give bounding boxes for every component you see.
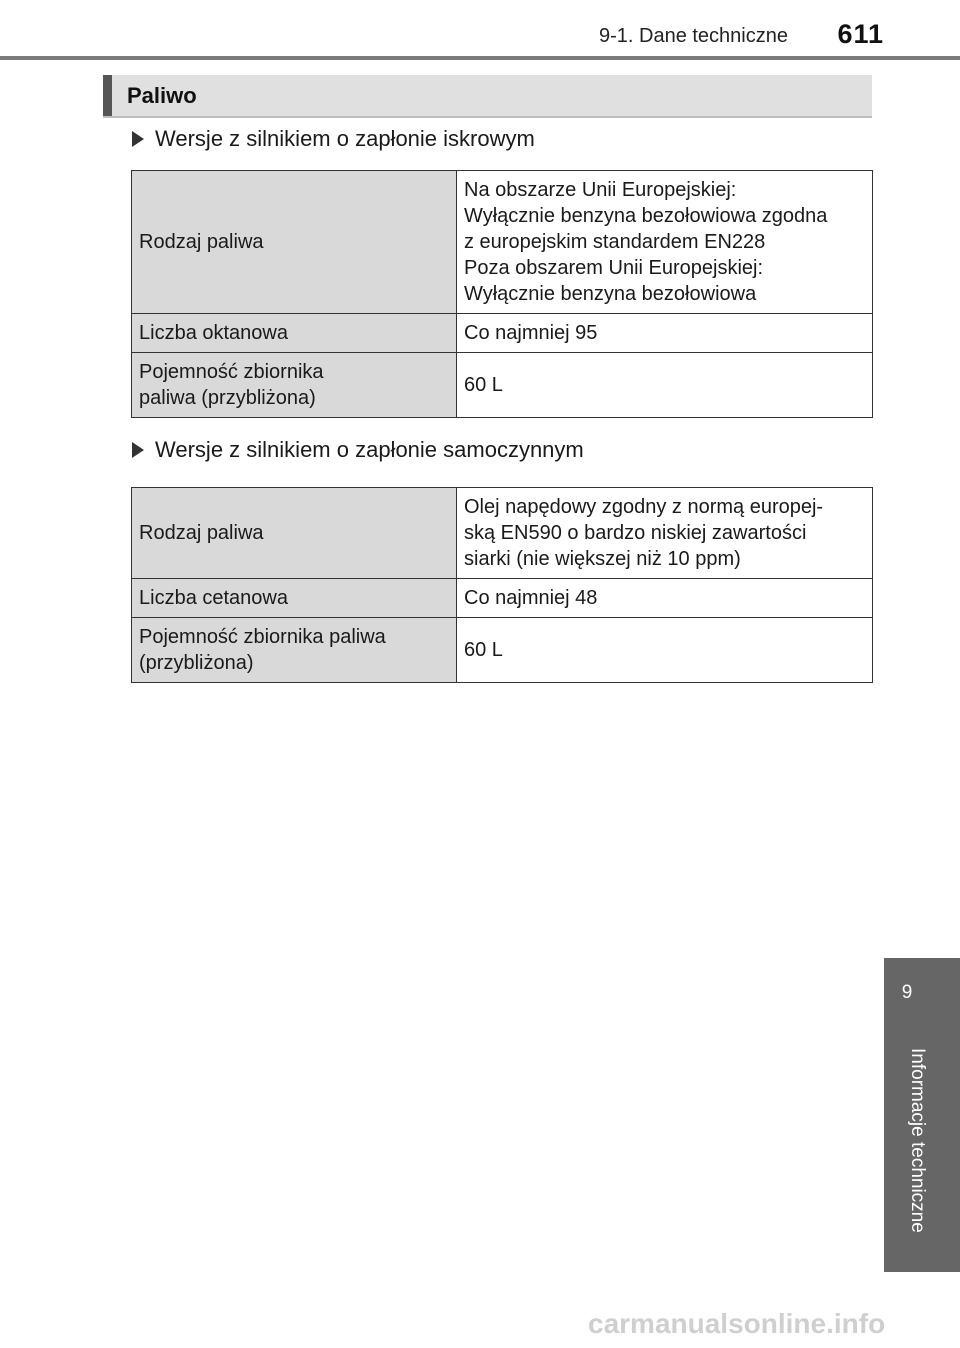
table-label-cell: Liczba cetanowa	[132, 579, 457, 618]
chapter-tab	[884, 958, 960, 1040]
table-label-cell: Liczba oktanowa	[132, 314, 457, 353]
table-value-cell: Olej napędowy zgodny z normą europej- ską EN590 o bardzo niskiej zawartości siarki (nie większej niż 10 ppm)	[457, 488, 873, 579]
page-header	[0, 0, 960, 58]
section-bar-accent	[103, 75, 112, 116]
table-row	[132, 353, 873, 418]
table-value-cell: Na obszarze Unii Europejskiej: Wyłącznie benzyna bezołowiowa zgodna z europejskim standardem EN228 Poza obszarem Unii Europejskiej: Wyłącznie benzyna bezołowiowa	[457, 171, 873, 314]
table-value-cell: 60 L	[457, 618, 873, 683]
petrol-spec-table	[131, 170, 873, 418]
table-label-cell: Pojemność zbiornika paliwa (przybliżona)	[132, 353, 457, 418]
header-rule	[0, 56, 960, 60]
bullet-triangle-icon	[132, 131, 144, 147]
table-label-cell: Pojemność zbiornika paliwa (przybliżona)	[132, 618, 457, 683]
table-row	[132, 488, 873, 579]
table-value-cell: Co najmniej 48	[457, 579, 873, 618]
table-row	[132, 579, 873, 618]
diesel-heading-text: Wersje z silnikiem o zapłonie samoczynnym	[155, 437, 584, 462]
diesel-spec-table	[131, 487, 873, 683]
page-number: 611	[837, 19, 884, 49]
table-label-cell: Rodzaj paliwa	[132, 171, 457, 314]
chapter-label-strip	[884, 1040, 960, 1272]
table-row	[132, 171, 873, 314]
section-title: Paliwo	[127, 83, 197, 108]
diesel-heading	[132, 437, 584, 463]
section-bar	[103, 75, 872, 118]
table-value-cell: 60 L	[457, 353, 873, 418]
table-value-cell: Co najmniej 95	[457, 314, 873, 353]
table-row	[132, 314, 873, 353]
table-label-cell: Rodzaj paliwa	[132, 488, 457, 579]
bullet-triangle-icon	[132, 442, 144, 458]
header-section-title: 9-1. Dane techniczne	[598, 25, 788, 47]
petrol-heading	[132, 126, 535, 152]
chapter-label: Informacje techniczne	[907, 1048, 928, 1233]
table-row	[132, 618, 873, 683]
petrol-heading-text: Wersje z silnikiem o zapłonie iskrowym	[155, 126, 535, 151]
watermark: carmanualsonline.info	[588, 1308, 886, 1339]
chapter-number: 9	[901, 982, 913, 1003]
